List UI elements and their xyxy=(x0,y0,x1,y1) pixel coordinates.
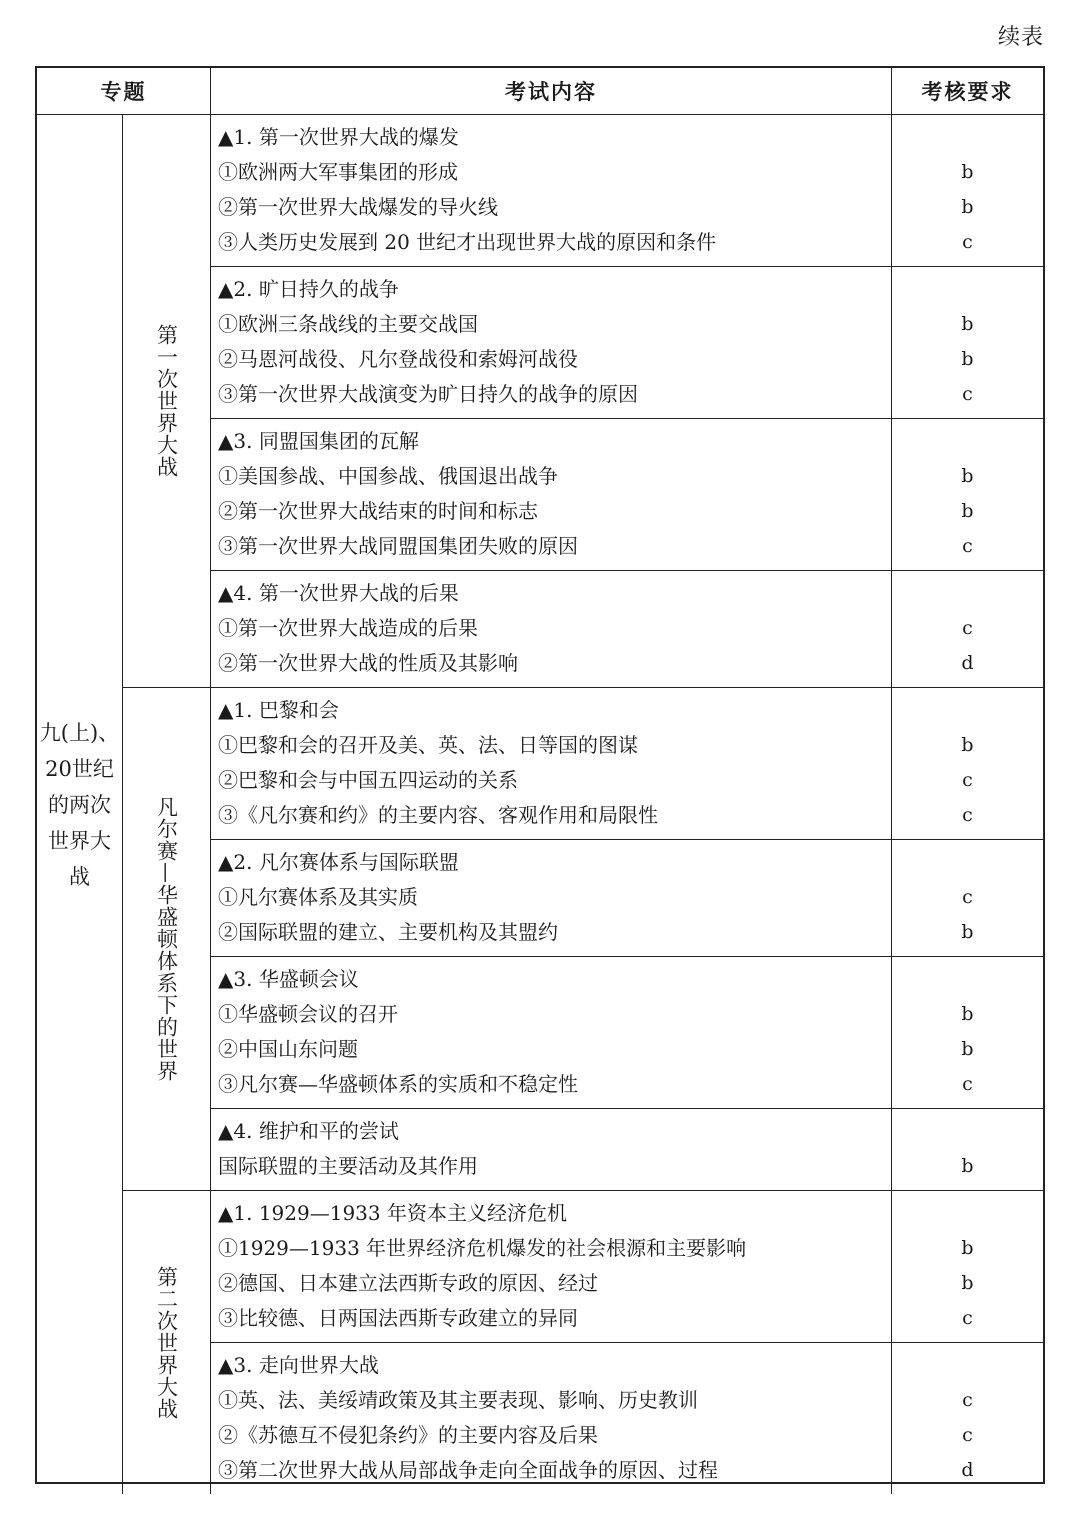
content-item: ③凡尔赛—华盛顿体系的实质和不稳定性 xyxy=(218,1072,578,1096)
content-item: ②《苏德互不侵犯条约》的主要内容及后果 xyxy=(218,1423,598,1447)
content-group xyxy=(211,840,892,957)
requirement-group xyxy=(892,688,1043,840)
header-content: 考试内容 xyxy=(211,68,892,115)
content-item: ③第二次世界大战从局部战争走向全面战争的原因、过程 xyxy=(218,1458,718,1482)
content-item: ①英、法、美绥靖政策及其主要表现、影响、历史教训 xyxy=(218,1388,698,1412)
requirement-level: c xyxy=(962,886,973,908)
content-group xyxy=(211,419,892,571)
requirement-group xyxy=(892,419,1043,571)
requirement-blank xyxy=(892,1196,1043,1231)
requirement-level: b xyxy=(961,500,974,522)
requirement-group xyxy=(892,1191,1043,1343)
subtopic-cell xyxy=(123,688,211,1191)
content-item: ①欧洲三条战线的主要交战国 xyxy=(218,312,478,336)
requirement-level: b xyxy=(961,1038,974,1060)
header-requirement: 考核要求 xyxy=(892,68,1043,115)
requirement-level: c xyxy=(962,1307,973,1329)
requirement-level: b xyxy=(961,1155,974,1177)
requirement-level: b xyxy=(961,161,974,183)
header-topic: 专题 xyxy=(37,68,211,115)
content-item: ③人类历史发展到 20 世纪才出现世界大战的原因和条件 xyxy=(218,230,717,254)
content-item: ②巴黎和会与中国五四运动的关系 xyxy=(218,768,518,792)
requirement-level: c xyxy=(962,231,973,253)
requirement-level: b xyxy=(961,921,974,943)
requirement-level: b xyxy=(961,313,974,335)
requirement-level: c xyxy=(962,617,973,639)
topic-line: 的两次 xyxy=(48,792,111,817)
requirement-level: d xyxy=(961,1459,974,1481)
requirement-blank xyxy=(892,576,1043,611)
content-item: ②国际联盟的建立、主要机构及其盟约 xyxy=(218,920,558,944)
subtopic-label: 第一次世界大战 xyxy=(154,324,179,478)
content-item: ②中国山东问题 xyxy=(218,1037,358,1061)
content-item: ①1929—1933 年世界经济危机爆发的社会根源和主要影响 xyxy=(218,1236,747,1260)
content-item: ②第一次世界大战的性质及其影响 xyxy=(218,651,518,675)
requirement-group xyxy=(892,267,1043,419)
content-group xyxy=(211,1191,892,1343)
group-title: ▲3. 同盟国集团的瓦解 xyxy=(218,429,419,453)
group-title: ▲3. 华盛顿会议 xyxy=(218,967,359,991)
content-item: 国际联盟的主要活动及其作用 xyxy=(218,1154,478,1178)
requirement-group xyxy=(892,1109,1043,1191)
group-title: ▲1. 第一次世界大战的爆发 xyxy=(218,125,459,149)
content-item: ②第一次世界大战结束的时间和标志 xyxy=(218,499,538,523)
requirement-level: d xyxy=(961,652,974,674)
subtopic-label: 第二次世界大战 xyxy=(154,1265,179,1420)
content-item: ①巴黎和会的召开及美、英、法、日等国的图谋 xyxy=(218,733,638,757)
content-item: ①美国参战、中国参战、俄国退出战争 xyxy=(218,464,558,488)
content-item: ①第一次世界大战造成的后果 xyxy=(218,616,478,640)
requirement-level: b xyxy=(961,1003,974,1025)
content-item: ②马恩河战役、凡尔登战役和索姆河战役 xyxy=(218,347,578,371)
requirement-blank xyxy=(892,845,1043,880)
requirement-blank xyxy=(892,272,1043,307)
group-title: ▲4. 第一次世界大战的后果 xyxy=(218,581,459,605)
subtopic-cell xyxy=(123,115,211,688)
requirement-blank xyxy=(892,962,1043,997)
requirement-level: b xyxy=(961,1237,974,1259)
requirement-group xyxy=(892,115,1043,267)
content-item: ②第一次世界大战爆发的导火线 xyxy=(218,195,498,219)
requirement-level: c xyxy=(962,804,973,826)
requirement-level: c xyxy=(962,769,973,791)
requirement-level: b xyxy=(961,734,974,756)
content-item: ②德国、日本建立法西斯专政的原因、经过 xyxy=(218,1271,598,1295)
topic-line: 九(上)、 xyxy=(39,720,120,745)
requirement-level: c xyxy=(962,535,973,557)
requirement-blank xyxy=(892,1348,1043,1383)
group-title: ▲2. 凡尔赛体系与国际联盟 xyxy=(218,850,459,874)
requirement-blank xyxy=(892,424,1043,459)
content-item: ①欧洲两大军事集团的形成 xyxy=(218,160,458,184)
content-item: ①华盛顿会议的召开 xyxy=(218,1002,398,1026)
content-group xyxy=(211,1109,892,1191)
requirement-group xyxy=(892,571,1043,688)
group-title: ▲1. 1929—1933 年资本主义经济危机 xyxy=(218,1201,567,1225)
requirement-blank xyxy=(892,120,1043,155)
content-item: ①凡尔赛体系及其实质 xyxy=(218,885,418,909)
requirement-level: c xyxy=(962,1073,973,1095)
requirement-group xyxy=(892,957,1043,1109)
requirement-blank xyxy=(892,693,1043,728)
subtopic-label: 凡尔赛—华盛顿体系下的世界 xyxy=(154,796,179,1082)
content-item: ③《凡尔赛和约》的主要内容、客观作用和局限性 xyxy=(218,803,658,827)
topic-line: 世界大战 xyxy=(48,828,111,889)
content-group xyxy=(211,115,892,267)
requirement-group xyxy=(892,1343,1043,1494)
group-title: ▲1. 巴黎和会 xyxy=(218,698,339,722)
requirement-level: b xyxy=(961,465,974,487)
content-item: ③第一次世界大战同盟国集团失败的原因 xyxy=(218,534,578,558)
content-group xyxy=(211,957,892,1109)
requirement-blank xyxy=(892,1114,1043,1149)
topic-cell xyxy=(37,115,123,1494)
content-group xyxy=(211,1343,892,1494)
requirement-level: b xyxy=(961,348,974,370)
content-group xyxy=(211,688,892,840)
subtopic-cell xyxy=(123,1191,211,1494)
content-item: ③比较德、日两国法西斯专政建立的异同 xyxy=(218,1306,578,1330)
requirement-level: c xyxy=(962,383,973,405)
content-group xyxy=(211,267,892,419)
topic-line: 20世纪 xyxy=(45,756,114,781)
requirement-level: c xyxy=(962,1389,973,1411)
content-group xyxy=(211,571,892,688)
group-title: ▲3. 走向世界大战 xyxy=(218,1353,379,1377)
group-title: ▲2. 旷日持久的战争 xyxy=(218,277,399,301)
continued-label: 续表 xyxy=(997,25,1044,50)
topic-label xyxy=(39,715,120,895)
exam-content-table xyxy=(35,66,1045,1484)
content-item: ③第一次世界大战演变为旷日持久的战争的原因 xyxy=(218,382,638,406)
requirement-level: b xyxy=(961,1272,974,1294)
requirement-level: b xyxy=(961,196,974,218)
requirement-group xyxy=(892,840,1043,957)
requirement-level: c xyxy=(962,1424,973,1446)
group-title: ▲4. 维护和平的尝试 xyxy=(218,1119,399,1143)
